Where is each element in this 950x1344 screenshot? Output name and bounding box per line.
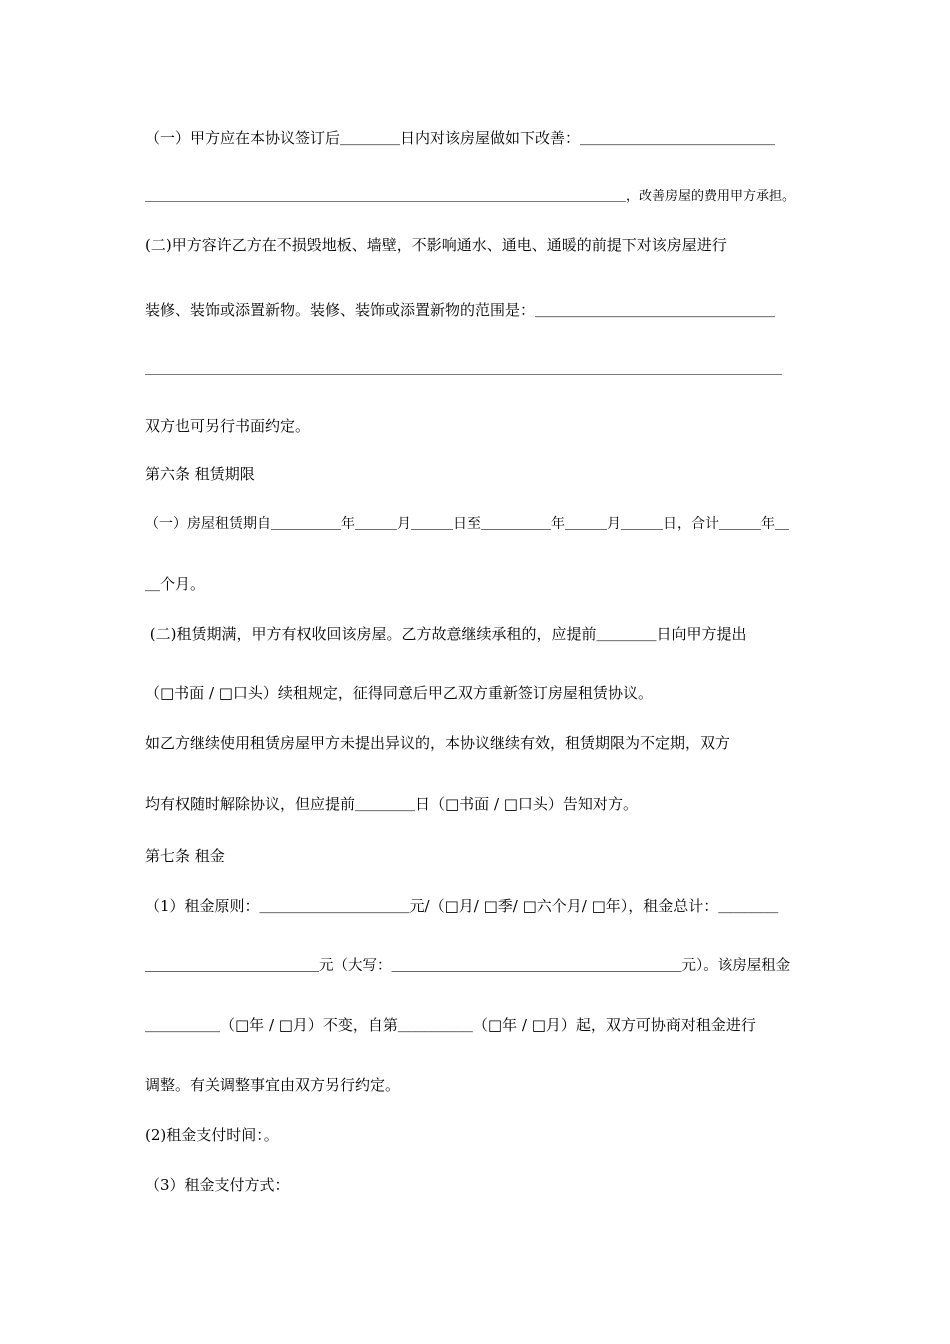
clause-6-2-line1: (二)租赁期满，甲方有权收回该房屋。乙方故意继续承租的，应提前＿＿＿＿日向甲方提出 (145, 625, 747, 643)
clause-5-2-line2: 装修、装饰或添置新物。装修、装饰或添置新物的范围是：＿＿＿＿＿＿＿＿＿＿＿＿＿＿＿＿ (145, 301, 776, 319)
clause-6-3-line2: 均有权随时解除协议，但应提前＿＿＿＿日（□书面 / □口头）告知对方。 (145, 795, 638, 813)
clause-7-1-line1: （1）租金原则：＿＿＿＿＿＿＿＿＿＿元/（□月/ □季/ □六个月/ □年），租金总计：＿＿＿＿ (145, 897, 779, 915)
clause-6-1-line1: （一）房屋租赁期自＿＿＿＿＿年＿＿＿月＿＿＿日至＿＿＿＿＿年＿＿＿月＿＿＿日，合计＿＿＿年＿ (145, 516, 789, 532)
clause-5-1-line1: （一）甲方应在本协议签订后＿＿＿＿日内对该房屋做如下改善：＿＿＿＿＿＿＿＿＿＿＿＿＿ (145, 129, 776, 147)
clause-7-1-line4: 调整。有关调整事宜由双方另行约定。 (145, 1076, 401, 1094)
clause-6-2-line2: （□书面 / □口头）续租规定，征得同意后甲乙双方重新签订房屋租赁协议。 (145, 684, 653, 702)
clause-7-3: （3）租金支付方式： (145, 1176, 290, 1194)
clause-5-2-line3: ＿＿＿＿＿＿＿＿＿＿＿＿＿＿＿＿＿＿＿＿＿＿＿＿＿＿＿＿＿＿＿＿＿＿＿＿＿＿＿＿＿＿＿＿＿＿＿＿＿ (145, 362, 783, 377)
clause-6-1-line2: ＿个月。 (145, 575, 206, 593)
clause-6-3-line1: 如乙方继续使用租赁房屋甲方未提出异议的，本协议继续有效，租赁期限为不定期，双方 (145, 734, 731, 752)
clause-7-1-line2: ＿＿＿＿＿＿＿＿＿＿＿＿元（大写：＿＿＿＿＿＿＿＿＿＿＿＿＿＿＿＿＿＿＿＿元）。该房屋租金 (145, 958, 791, 974)
article-6-heading: 第六条 租赁期限 (145, 465, 255, 483)
clause-5-2-line4: 双方也可另行书面约定。 (145, 417, 311, 435)
clause-5-1-line2: ＿＿＿＿＿＿＿＿＿＿＿＿＿＿＿＿＿＿＿＿＿＿＿＿＿＿＿＿＿＿＿＿＿＿＿＿＿，改善房屋的费用甲方承担。 (145, 189, 796, 204)
clause-7-1-line3: ＿＿＿＿＿（□年 / □月）不变，自第＿＿＿＿＿（□年 / □月）起，双方可协商对租金进行 (145, 1016, 756, 1034)
clause-7-2: (2)租金支付时间：。 (145, 1126, 279, 1144)
clause-5-2-line1: (二)甲方容许乙方在不损毁地板、墙壁，不影响通水、通电、通暖的前提下对该房屋进行 (145, 236, 727, 254)
article-7-heading: 第七条 租金 (145, 847, 225, 865)
